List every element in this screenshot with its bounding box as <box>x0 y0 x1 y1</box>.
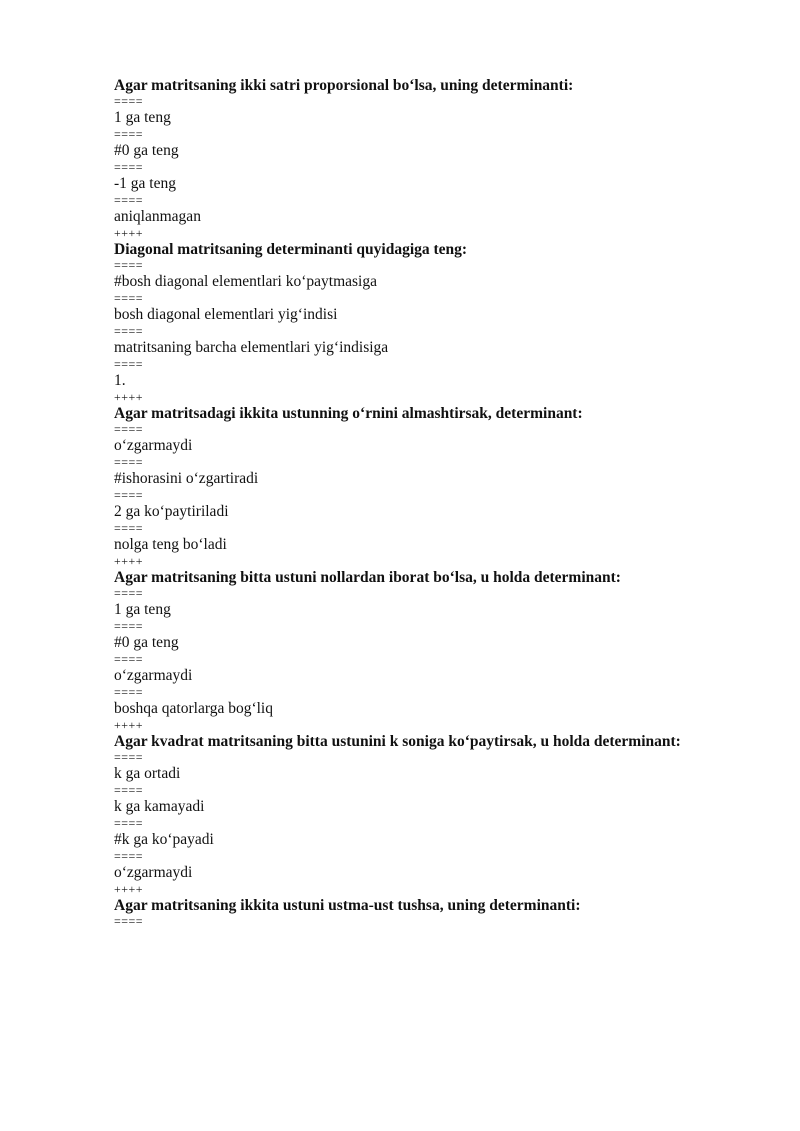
option-5-1: k ga ortadi <box>114 765 181 782</box>
question-6: Agar matritsaning ikkita ustuni ustma-ust tushsa, uning determinanti: <box>114 897 581 914</box>
question-end-marker: ++++ <box>114 882 144 896</box>
option-3-4: nolga teng bo‘ladi <box>114 536 227 553</box>
separator: ==== <box>114 324 144 338</box>
option-2-4: 1. <box>114 372 126 389</box>
separator: ==== <box>114 849 144 863</box>
option-1-2: #0 ga teng <box>114 142 179 159</box>
option-4-3: o‘zgarmaydi <box>114 667 193 684</box>
separator: ==== <box>114 160 144 174</box>
option-2-3: matritsaning barcha elementlari yig‘indisiga <box>114 339 389 356</box>
separator: ==== <box>114 652 144 666</box>
test-document <box>114 76 774 927</box>
separator: ==== <box>114 750 144 764</box>
separator: ==== <box>114 488 144 502</box>
separator: ==== <box>114 291 144 305</box>
question-4: Agar matritsaning bitta ustuni nollardan iborat bo‘lsa, u holda determinant: <box>114 569 621 586</box>
option-1-3: -1 ga teng <box>114 175 176 192</box>
question-5: Agar kvadrat matritsaning bitta ustunini k soniga ko‘paytirsak, u holda determinant: <box>114 733 681 750</box>
separator: ==== <box>114 94 144 108</box>
question-2: Diagonal matritsaning determinanti quyidagiga teng: <box>114 241 468 258</box>
option-3-3: 2 ga ko‘paytiriladi <box>114 503 229 520</box>
separator: ==== <box>114 685 144 699</box>
separator: ==== <box>114 357 144 371</box>
option-3-1: o‘zgarmaydi <box>114 437 193 454</box>
separator: ==== <box>114 258 144 272</box>
option-5-2: k ga kamayadi <box>114 798 205 815</box>
question-1: Agar matritsaning ikki satri proporsional bo‘lsa, uning determinanti: <box>114 77 574 94</box>
separator: ==== <box>114 127 144 141</box>
option-1-1: 1 ga teng <box>114 109 171 126</box>
separator: ==== <box>114 422 144 436</box>
separator: ==== <box>114 816 144 830</box>
option-4-4: boshqa qatorlarga bog‘liq <box>114 700 273 717</box>
question-end-marker: ++++ <box>114 718 144 732</box>
option-3-2: #ishorasini o‘zgartiradi <box>114 470 259 487</box>
option-2-1: #bosh diagonal elementlari ko‘paytmasiga <box>114 273 377 290</box>
option-4-2: #0 ga teng <box>114 634 179 651</box>
question-3: Agar matritsadagi ikkita ustunning o‘rnini almashtirsak, determinant: <box>114 405 583 422</box>
option-5-4: o‘zgarmaydi <box>114 864 193 881</box>
option-5-3: #k ga ko‘payadi <box>114 831 214 848</box>
separator: ==== <box>114 619 144 633</box>
question-end-marker: ++++ <box>114 390 144 404</box>
separator: ==== <box>114 783 144 797</box>
question-end-marker: ++++ <box>114 554 144 568</box>
separator: ==== <box>114 521 144 535</box>
question-end-marker: ++++ <box>114 226 144 240</box>
separator: ==== <box>114 586 144 600</box>
option-2-2: bosh diagonal elementlari yig‘indisi <box>114 306 338 323</box>
option-1-4: aniqlanmagan <box>114 208 201 225</box>
separator: ==== <box>114 455 144 469</box>
separator: ==== <box>114 914 144 928</box>
separator: ==== <box>114 193 144 207</box>
option-4-1: 1 ga teng <box>114 601 171 618</box>
